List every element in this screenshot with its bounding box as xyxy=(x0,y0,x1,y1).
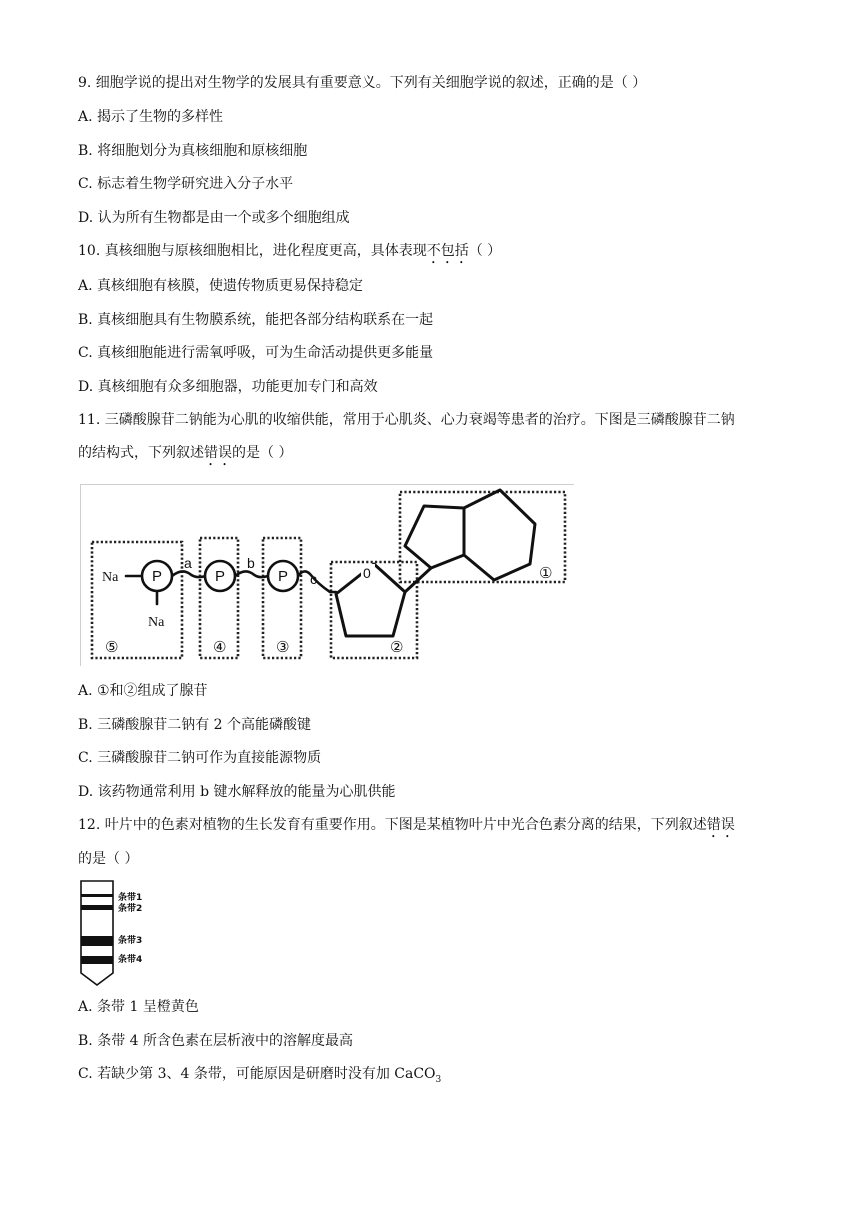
q12-option-c-text: C. 若缺少第 3、4 条带，可能原因是研磨时没有加 CaCO xyxy=(78,1066,436,1082)
q12-option-b: B. 条带 4 所含色素在层析液中的溶解度最高 xyxy=(78,1033,353,1049)
q10-stem xyxy=(78,241,501,267)
region-label-1: ① xyxy=(539,564,553,582)
q11-option-a: A. ①和②组成了腺苷 xyxy=(78,683,208,699)
phosphate-label-3: P xyxy=(277,568,289,585)
q9-option-d: D. 认为所有生物都是由一个或多个细胞组成 xyxy=(78,210,350,226)
region-label-2: ② xyxy=(390,638,404,656)
bond-label-a: a xyxy=(184,555,192,571)
q12-option-c xyxy=(78,1064,441,1090)
band-1 xyxy=(81,894,113,897)
glycosidic-bond xyxy=(405,568,431,592)
q11-option-b: B. 三磷酸腺苷二钠有 2 个高能磷酸键 xyxy=(78,717,311,733)
ring-oxygen-label: 0 xyxy=(363,565,371,581)
q12-stem-line2: 的是（ ） xyxy=(78,851,139,867)
adenine-six-ring xyxy=(464,490,535,580)
chromatography-strip-diagram xyxy=(78,879,158,989)
q10-stem-emphasis: 不包括 xyxy=(426,243,469,259)
q10-option-b: B. 真核细胞具有生物膜系统，能把各部分结构联系在一起 xyxy=(78,312,434,328)
q12-option-a: A. 条带 1 呈橙黄色 xyxy=(78,999,199,1015)
q10-option-c: C. 真核细胞能进行需氧呼吸，可为生命活动提供更多能量 xyxy=(78,345,434,361)
q10-option-d: D. 真核细胞有众多细胞器，功能更加专门和高效 xyxy=(78,379,378,395)
q12-stem-emphasis: 错误 xyxy=(706,817,735,833)
q11-stem-emphasis: 错误 xyxy=(204,445,232,461)
bond-label-b: b xyxy=(247,555,255,571)
q11-stem-line2 xyxy=(78,443,292,469)
q12-option-c-subscript: 3 xyxy=(435,1074,442,1085)
band-label-3: 条带3 xyxy=(118,936,143,946)
region-label-3: ③ xyxy=(276,638,290,656)
q12-stem-pre: 12. 叶片中的色素对植物的生长发育有重要作用。下图是某植物叶片中光合色素分离的结果，下列叙述 xyxy=(78,817,707,833)
bond-label-c: c xyxy=(310,571,317,587)
band-label-2: 条带2 xyxy=(118,904,143,914)
region-label-4: ④ xyxy=(213,638,227,656)
q11-stem-pre: 的结构式，下列叙述 xyxy=(78,445,204,461)
band-label-4: 条带4 xyxy=(118,955,143,965)
q11-option-c: C. 三磷酸腺苷二钠可作为直接能源物质 xyxy=(78,750,322,766)
adenine-five-ring xyxy=(405,506,464,568)
phosphate-label-2: P xyxy=(214,568,226,585)
region-label-5: ⑤ xyxy=(105,638,119,656)
band-4 xyxy=(81,956,113,964)
band-label-1: 条带1 xyxy=(118,893,143,903)
q9-option-b: B. 将细胞划分为真核细胞和原核细胞 xyxy=(78,143,308,159)
phosphate-label-1: P xyxy=(151,568,163,585)
atp-structure-diagram xyxy=(80,484,574,666)
band-3 xyxy=(81,936,113,946)
q11-stem-line1: 11. 三磷酸腺苷二钠能为心肌的收缩供能，常用于心肌炎、心力衰竭等患者的治疗。下图是三磷酸腺苷二钠 xyxy=(78,412,735,428)
sodium-label-bottom: Na xyxy=(148,615,165,630)
q12-stem-line1 xyxy=(78,815,735,841)
q9-option-a: A. 揭示了生物的多样性 xyxy=(78,109,224,125)
q10-option-a: A. 真核细胞有核膜，使遗传物质更易保持稳定 xyxy=(78,278,364,294)
sodium-label-left: Na xyxy=(102,570,119,585)
q9-stem: 9. 细胞学说的提出对生物学的发展具有重要意义。下列有关细胞学说的叙述，正确的是（ ） xyxy=(78,75,647,91)
q10-stem-pre: 10. 真核细胞与原核细胞相比，进化程度更高，具体表现 xyxy=(78,243,427,259)
q10-stem-post: （ ） xyxy=(468,243,502,259)
band-2 xyxy=(81,905,113,910)
q9-option-c: C. 标志着生物学研究进入分子水平 xyxy=(78,176,294,192)
q11-option-d: D. 该药物通常利用 b 键水解释放的能量为心肌供能 xyxy=(78,784,396,800)
q11-stem-post: 的是（ ） xyxy=(232,445,293,461)
